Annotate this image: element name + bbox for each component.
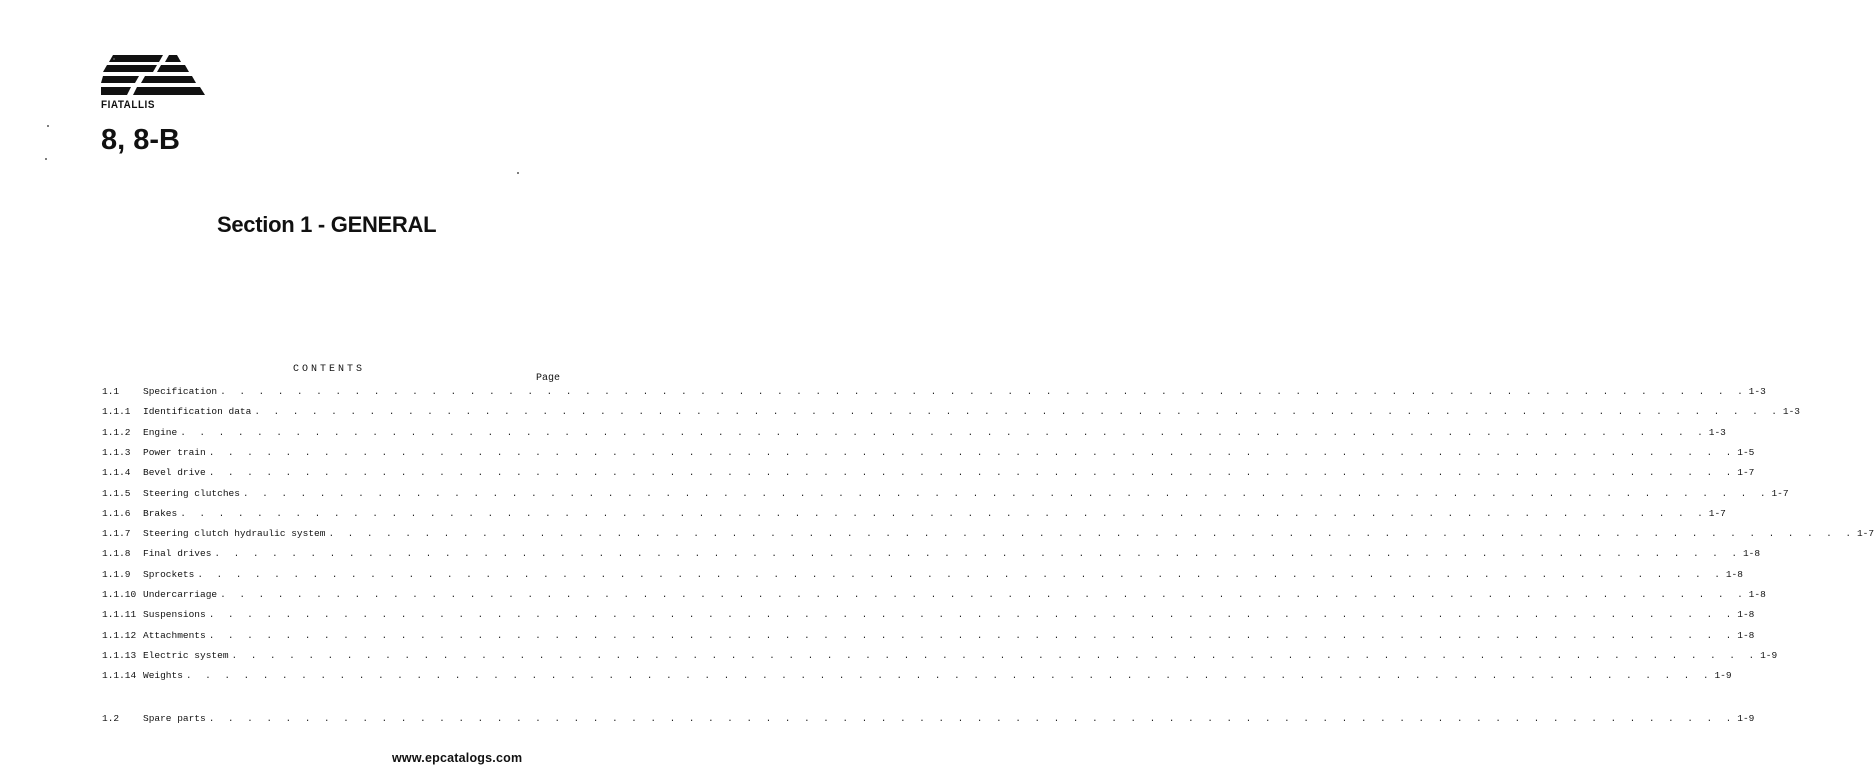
toc-entry xyxy=(102,609,1755,623)
toc-entry-number: 1.1.14 xyxy=(102,670,137,682)
toc-entry xyxy=(102,528,1874,542)
toc-entry xyxy=(102,487,1789,502)
toc-entry-page: 1-9 xyxy=(1714,670,1732,682)
toc-entry-title: Specification xyxy=(143,386,218,397)
toc-entry-leader: . . . . . . . . . . . . . . . . . . . . . . . . . . . . . . . . . . . . . . . . . . . . . . . . . . . . . . . . . . . . . . . . . . . . . . . . . . . . . . . . xyxy=(220,386,1747,397)
toc-entry-number: 1.1.1 xyxy=(102,406,131,418)
toc-entry xyxy=(102,446,1755,461)
toc-entry xyxy=(102,426,1726,441)
toc-entry-title: Steering clutches xyxy=(143,487,240,499)
scan-speck xyxy=(45,158,47,160)
toc-entry-page: 1-8 xyxy=(1737,629,1755,641)
toc-entry-page: 1-3 xyxy=(1708,426,1726,438)
toc-entry-number: 1.1.11 xyxy=(102,609,137,621)
scan-speck xyxy=(517,172,519,174)
toc-entry-title: Power train xyxy=(143,446,206,458)
toc-entry-leader: . . . . . . . . . . . . . . . . . . . . . . . . . . . . . . . . . . . . . . . . . . . . . . . . . . . . . . . . . . . . . . . . . . . . . . . . . . . . . . . . xyxy=(328,528,1855,540)
toc-entry xyxy=(102,386,1766,400)
toc-entry-page: 1-8 xyxy=(1742,548,1761,560)
toc-entry-page: 1-8 xyxy=(1737,609,1755,621)
toc-entry-leader: . . . . . . . . . . . . . . . . . . . . . . . . . . . . . . . . . . . . . . . . . . . . . . . . . . . . . . . . . . . . . . . . . . . . . . . . . . . . . . . . xyxy=(254,406,1781,418)
fiatallis-logo xyxy=(101,53,205,115)
contents-heading: CONTENTS xyxy=(293,364,366,375)
toc-entry-page: 1-5 xyxy=(1737,446,1755,458)
toc-entry xyxy=(102,712,1755,727)
toc-entry-number: 1.1.13 xyxy=(102,649,137,661)
toc-entry-title: Final drives xyxy=(143,548,212,560)
toc-entry-leader: . . . . . . . . . . . . . . . . . . . . . . . . . . . . . . . . . . . . . . . . . . . . . . . . . . . . . . . . . . . . . . . . . . . . . . . . . . . . . . . . xyxy=(242,487,1770,499)
toc-entry-title: Sprockets xyxy=(143,568,195,580)
toc-entry-title: Steering clutch hydraulic system xyxy=(143,528,326,540)
toc-entry-leader: . . . . . . . . . . . . . . . . . . . . . . . . . . . . . . . . . . . . . . . . . . . . . . . . . . . . . . . . . . . . . . . . . . . . . . . . . . . . . . . . xyxy=(208,629,1736,641)
toc-entry xyxy=(102,406,1800,420)
toc-entry-leader: . . . . . . . . . . . . . . . . . . . . . . . . . . . . . . . . . . . . . . . . . . . . . . . . . . . . . . . . . . . . . . . . . . . . . . . . . . . . . . . . xyxy=(208,446,1736,458)
toc-entry-number: 1.1.8 xyxy=(102,548,131,560)
toc-entry-title: Spare parts xyxy=(143,712,206,724)
toc-entry-title: Identification data xyxy=(143,406,252,418)
toc-entry xyxy=(102,548,1761,562)
toc-entry-leader: . . . . . . . . . . . . . . . . . . . . . . . . . . . . . . . . . . . . . . . . . . . . . . . . . . . . . . . . . . . . . . . . . . . . . . . . . . . . . . . . xyxy=(208,467,1736,479)
toc-entry-page: 1-7 xyxy=(1708,507,1726,519)
toc-entry xyxy=(102,649,1778,664)
model-title: 8, 8-B xyxy=(101,124,180,156)
section-title: Section 1 - GENERAL xyxy=(217,212,437,237)
toc-entry-title: Undercarriage xyxy=(143,589,218,600)
toc-entry-number: 1.2 xyxy=(102,712,120,724)
toc-entry-number: 1.1 xyxy=(102,386,120,397)
toc-entry-number: 1.1.10 xyxy=(102,589,137,600)
toc-entry-leader: . . . . . . . . . . . . . . . . . . . . . . . . . . . . . . . . . . . . . . . . . . . . . . . . . . . . . . . . . . . . . . . . . . . . . . . . . . . . . . . . xyxy=(208,712,1736,724)
toc-entry-title: Bevel drive xyxy=(143,467,206,479)
toc-entry xyxy=(102,589,1766,603)
toc-entry-leader: . . . . . . . . . . . . . . . . . . . . . . . . . . . . . . . . . . . . . . . . . . . . . . . . . . . . . . . . . . . . . . . . . . . . . . . . . . . . . . . . xyxy=(185,670,1713,682)
toc-entry-page: 1-3 xyxy=(1782,406,1800,418)
toc-entry-page: 1-9 xyxy=(1760,649,1778,661)
toc-entry-number: 1.1.7 xyxy=(102,528,131,540)
toc-entry-title: Suspensions xyxy=(143,609,206,621)
toc-entry-number: 1.1.6 xyxy=(102,507,131,519)
toc-entry xyxy=(102,629,1755,644)
toc-entry-leader: . . . . . . . . . . . . . . . . . . . . . . . . . . . . . . . . . . . . . . . . . . . . . . . . . . . . . . . . . . . . . . . . . . . . . . . . . . . . . . . . xyxy=(208,609,1736,621)
toc-entry-number: 1.1.12 xyxy=(102,629,137,641)
scan-speck xyxy=(113,58,115,60)
toc-entry xyxy=(102,568,1743,583)
toc-entry-number: 1.1.9 xyxy=(102,568,131,580)
toc-entry-page: 1-3 xyxy=(1748,386,1766,397)
toc-entry-title: Weights xyxy=(143,670,183,682)
toc-entry-page: 1-7 xyxy=(1771,487,1789,499)
toc-entry-leader: . . . . . . . . . . . . . . . . . . . . . . . . . . . . . . . . . . . . . . . . . . . . . . . . . . . . . . . . . . . . . . . . . . . . . . . . . . . . . . . . xyxy=(231,649,1759,661)
toc-entry-leader: . . . . . . . . . . . . . . . . . . . . . . . . . . . . . . . . . . . . . . . . . . . . . . . . . . . . . . . . . . . . . . . . . . . . . . . . . . . . . . . . xyxy=(180,507,1707,519)
toc-entry-page: 1-8 xyxy=(1725,568,1743,580)
toc-entry-number: 1.1.3 xyxy=(102,446,131,458)
toc-entry xyxy=(102,467,1755,481)
toc-entry-title: Engine xyxy=(143,426,178,438)
page-column-heading: Page xyxy=(536,373,561,384)
toc-entry-page: 1-7 xyxy=(1856,528,1874,540)
toc-entry-title: Attachments xyxy=(143,629,206,641)
toc-entry-page: 1-7 xyxy=(1737,467,1755,479)
toc-entry-page: 1-9 xyxy=(1737,712,1755,724)
toc-entry xyxy=(102,670,1732,684)
toc-entry-leader: . . . . . . . . . . . . . . . . . . . . . . . . . . . . . . . . . . . . . . . . . . . . . . . . . . . . . . . . . . . . . . . . . . . . . . . . . . . . . . . . xyxy=(197,568,1724,580)
toc-entry-leader: . . . . . . . . . . . . . . . . . . . . . . . . . . . . . . . . . . . . . . . . . . . . . . . . . . . . . . . . . . . . . . . . . . . . . . . . . . . . . . . . xyxy=(214,548,1741,560)
toc-entry xyxy=(102,507,1726,522)
toc-entry-leader: . . . . . . . . . . . . . . . . . . . . . . . . . . . . . . . . . . . . . . . . . . . . . . . . . . . . . . . . . . . . . . . . . . . . . . . . . . . . . . . . xyxy=(220,589,1747,600)
scan-speck xyxy=(47,125,49,127)
toc-entry-page: 1-8 xyxy=(1748,589,1766,600)
toc-entry-leader: . . . . . . . . . . . . . . . . . . . . . . . . . . . . . . . . . . . . . . . . . . . . . . . . . . . . . . . . . . . . . . . . . . . . . . . . . . . . . . . . xyxy=(180,426,1707,438)
toc-entry-number: 1.1.5 xyxy=(102,487,131,499)
toc-entry-number: 1.1.4 xyxy=(102,467,131,479)
logo-wordmark: FIATALLIS xyxy=(101,99,155,111)
toc-entry-number: 1.1.2 xyxy=(102,426,131,438)
fiatallis-logo-mark xyxy=(101,53,205,99)
toc-entry-title: Electric system xyxy=(143,649,229,661)
toc-entry-title: Brakes xyxy=(143,507,178,519)
watermark: www.epcatalogs.com xyxy=(392,751,523,765)
